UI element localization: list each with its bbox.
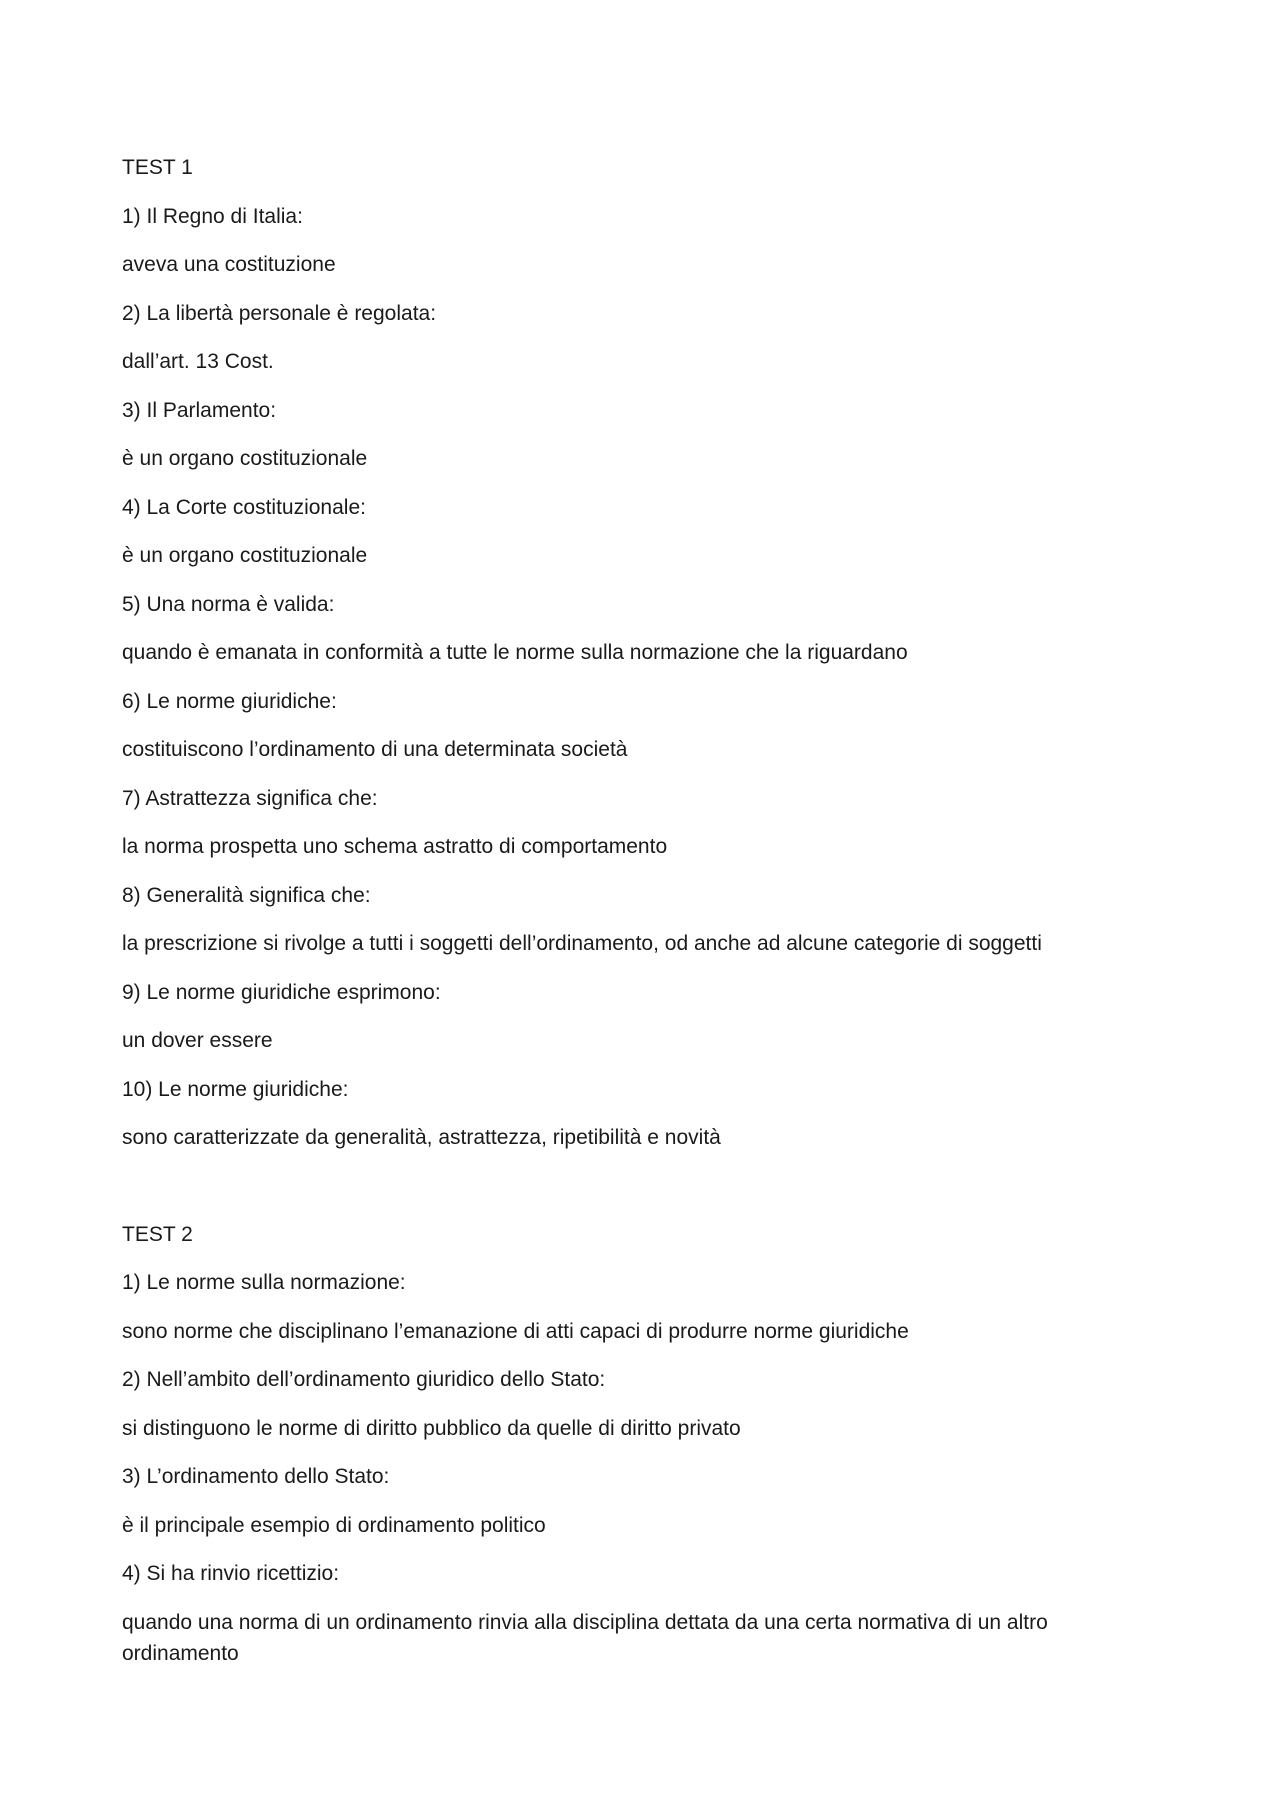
test1-answer-1: aveva una costituzione <box>122 253 336 276</box>
test2-answer-2: si distinguono le norme di diritto pubblico da quelle di diritto privato <box>122 1416 741 1440</box>
test1-question-10: 10) Le norme giuridiche: <box>122 1077 349 1101</box>
document-page <box>122 152 1162 1686</box>
test1-question-8: 8) Generalità significa che: <box>122 883 371 907</box>
test1-answer-10: sono caratterizzate da generalità, astrattezza, ripetibilità e novità <box>122 1126 721 1149</box>
test1-answer-9: un dover essere <box>122 1029 273 1052</box>
test1-heading: TEST 1 <box>122 156 193 179</box>
test2-heading: TEST 2 <box>122 1222 193 1246</box>
test1-question-5: 5) Una norma è valida: <box>122 592 335 616</box>
test2-question-4: 4) Si ha rinvio ricettizio: <box>122 1562 340 1585</box>
test1-answer-2: dall’art. 13 Cost. <box>122 350 274 373</box>
test1-question-2: 2) La libertà personale è regolata: <box>122 301 437 325</box>
test2-question-2: 2) Nell’ambito dell’ordinamento giuridico dello Stato: <box>122 1368 606 1391</box>
test1-question-9: 9) Le norme giuridiche esprimono: <box>122 980 441 1004</box>
test1-answer-8: la prescrizione si rivolge a tutti i soggetti dell’ordinamento, od anche ad alcune categorie di soggetti <box>122 932 1042 955</box>
test1-answer-6: costituiscono l’ordinamento di una determinata società <box>122 738 628 761</box>
test2-answer-4: quando una norma di un ordinamento rinvia alla disciplina dettata da una certa normativa di un altro ordinamento <box>122 1610 1048 1665</box>
test1-answer-4: è un organo costituzionale <box>122 544 368 567</box>
test1-question-3: 3) Il Parlamento: <box>122 398 277 422</box>
test1-question-6: 6) Le norme giuridiche: <box>122 689 337 713</box>
test1-answer-7: la norma prospetta uno schema astratto di comportamento <box>122 835 668 858</box>
test1-question-4: 4) La Corte costituzionale: <box>122 495 366 519</box>
test1-answer-5: quando è emanata in conformità a tutte le norme sulla normazione che la riguardano <box>122 641 908 664</box>
test2-answer-3: è il principale esempio di ordinamento politico <box>122 1513 546 1537</box>
test2-question-3: 3) L’ordinamento dello Stato: <box>122 1465 390 1488</box>
test1-question-1: 1) Il Regno di Italia: <box>122 204 303 228</box>
test1-answer-3: è un organo costituzionale <box>122 447 368 470</box>
test2-answer-1: sono norme che disciplinano l’emanazione di atti capaci di produrre norme giuridiche <box>122 1319 909 1343</box>
section-spacer <box>122 1171 1162 1219</box>
test1-question-7: 7) Astrattezza significa che: <box>122 786 378 810</box>
test2-question-1: 1) Le norme sulla normazione: <box>122 1271 406 1294</box>
